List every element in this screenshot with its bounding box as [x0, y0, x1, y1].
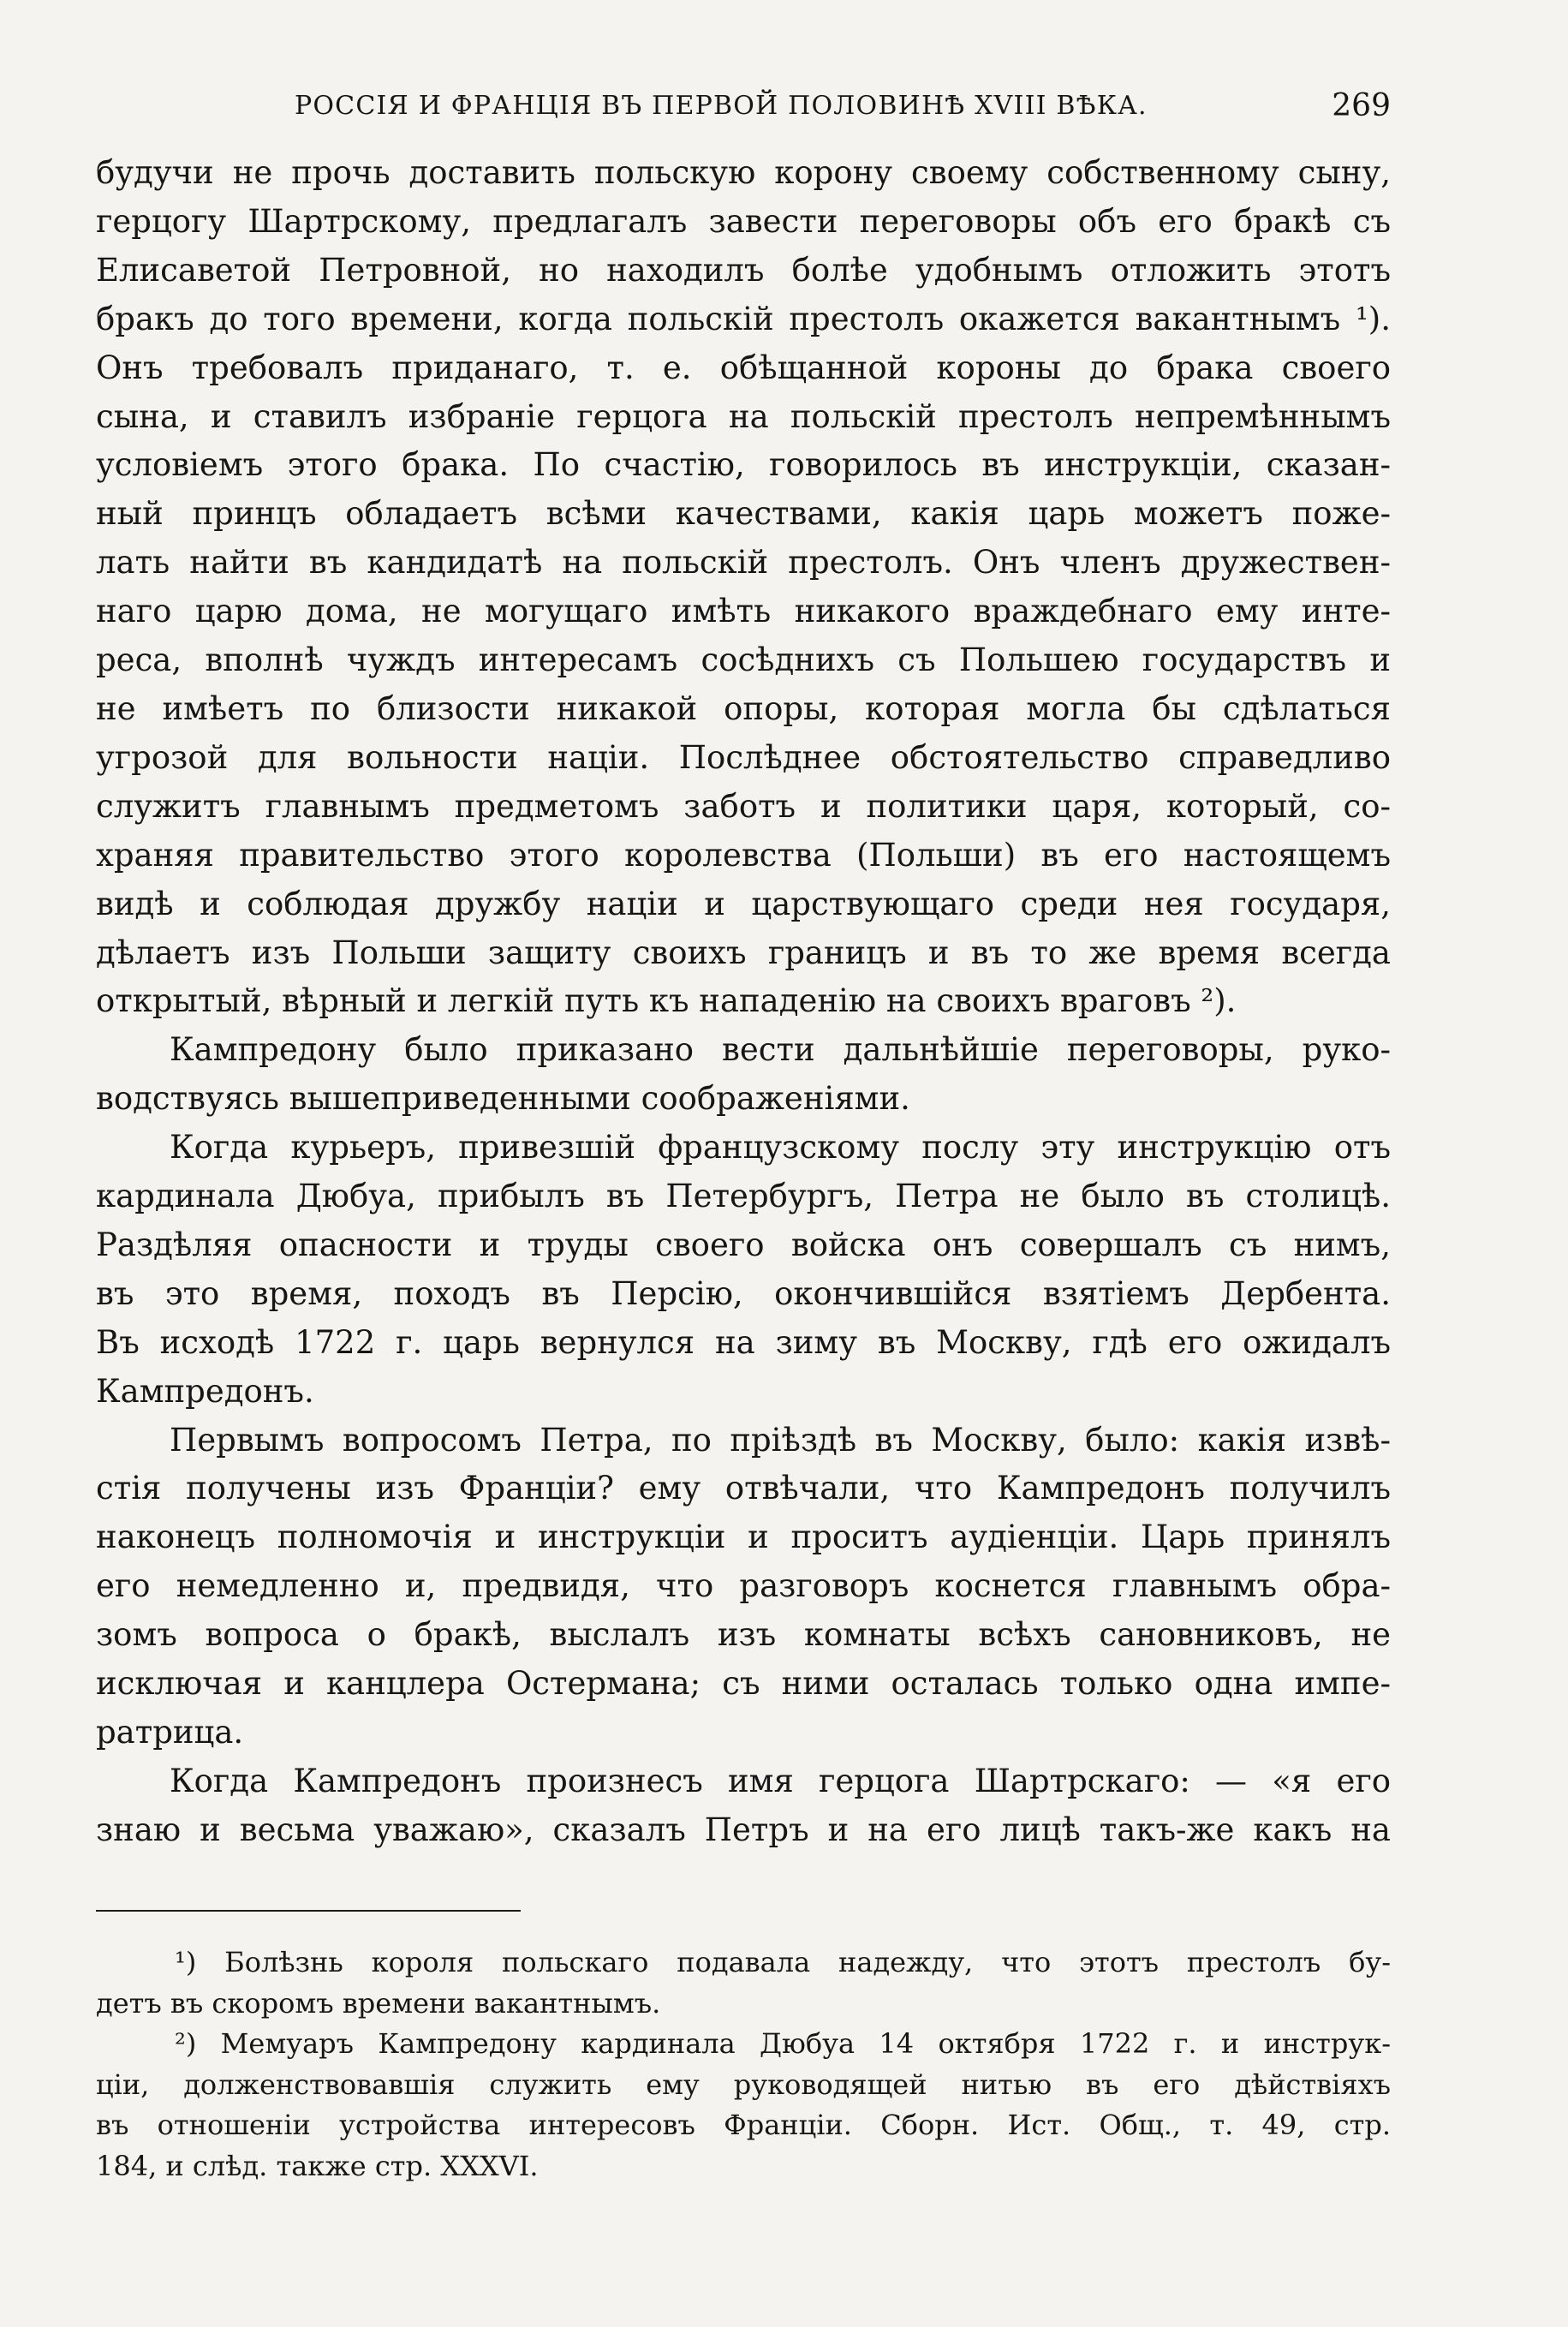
text-line: Кампредонъ. — [96, 1372, 314, 1410]
text-line: исключая и канцлера Остермана; съ ними осталась только одна импе- — [96, 1665, 1391, 1703]
text-line: не имѣетъ по близости никакой опоры, которая могла бы сдѣлаться — [96, 689, 1391, 727]
text-line: Когда Кампредонъ произнесъ имя герцога Шартрскаго: — «я его — [170, 1762, 1391, 1799]
text-line: въ это время, походъ въ Персію, окончившійся взятіемъ Дербента. — [96, 1274, 1391, 1312]
text-line: наконецъ полномочія и инструкціи и проситъ аудіенціи. Царь принялъ — [96, 1519, 1391, 1556]
text-line: Кампредону было приказано вести дальнѣйшіе переговоры, руко- — [170, 1031, 1391, 1069]
text-line: будучи не прочь доставить польскую корону своему собственному сыну, — [96, 154, 1391, 191]
text-line: видѣ и соблюдая дружбу націи и царствующаго среди нея государя, — [96, 885, 1391, 922]
text-line: реса, вполнѣ чуждъ интересамъ сосѣднихъ съ Польшею государствъ и — [96, 641, 1391, 679]
text-line: сына, и ставилъ избраніе герцога на польскій престолъ непремѣннымъ — [96, 397, 1391, 435]
text-line: Елисаветой Петровной, но находилъ болѣе удобнымъ отложить этотъ — [96, 251, 1391, 289]
text-line: Раздѣляя опасности и труды своего войска онъ совершалъ съ нимъ, — [96, 1226, 1391, 1263]
footnote-line: 184, и слѣд. также стр. XXXVI. — [96, 2149, 539, 2182]
text-line: знаю и весьма уважаю», сказалъ Петръ и на его лицѣ такъ-же какъ на — [96, 1811, 1391, 1848]
paragraph — [96, 1124, 1391, 1416]
paragraph — [96, 149, 1391, 1026]
footnote — [96, 2024, 1391, 2187]
footnote — [96, 1942, 1391, 2024]
footnote-line: ²) Мемуаръ Кампредону кардинала Дюбуа 14 октября 1722 г. и инструк- — [175, 2027, 1391, 2060]
footnotes — [96, 1942, 1391, 2187]
footnote-line: детъ въ скоромъ времени вакантнымъ. — [96, 1986, 661, 2020]
text-line: водствуясь вышеприведенными соображеніями. — [96, 1080, 910, 1118]
text-line: храняя правительство этого королевства (Польши) въ его настоящемъ — [96, 836, 1391, 874]
footnote-line: ¹) Болѣзнь короля польскаго подавала надежду, что этотъ престолъ бу- — [175, 1946, 1391, 1978]
text-line: служитъ главнымъ предметомъ заботъ и политики царя, который, со- — [96, 787, 1391, 825]
text-line: открытый, вѣрный и легкій путь къ нападенію на своихъ враговъ ²). — [96, 982, 1237, 1020]
text-line: ный принцъ обладаетъ всѣми качествами, какія царь можетъ поже- — [96, 495, 1391, 533]
text-line: бракъ до того времени, когда польскій престолъ окажется вакантнымъ ¹). — [96, 300, 1391, 337]
paragraph — [96, 1026, 1391, 1124]
text-line: лать найти въ кандидатѣ на польскій престолъ. Онъ членъ дружествен- — [96, 544, 1391, 582]
footnote-line: ціи, долженствовавшія служить ему руководящей нитью въ его дѣйствіяхъ — [96, 2067, 1391, 2101]
page-number: 269 — [1332, 88, 1391, 123]
text-line: Въ исходѣ 1722 г. царь вернулся на зиму въ Москву, гдѣ его ожидалъ — [96, 1323, 1391, 1361]
text-line: Онъ требовалъ приданаго, т. е. обѣщанной короны до брака своего — [96, 349, 1391, 386]
running-title: РОССІЯ И ФРАНЦІЯ ВЪ ПЕРВОЙ ПОЛОВИНѢ XVIII ВѢКА. — [295, 91, 1148, 121]
text-line: Первымъ вопросомъ Петра, по пріѣздѣ въ Москву, было: какія извѣ- — [170, 1421, 1391, 1459]
text-line: дѣлаетъ изъ Польши защиту своихъ границъ и въ то же время всегда — [96, 934, 1391, 971]
footnote-line: въ отношеніи устройства интересовъ Франціи. Сборн. Ист. Общ., т. 49, стр. — [96, 2109, 1391, 2141]
text-line: ратрица. — [96, 1714, 244, 1751]
paragraph — [96, 1417, 1391, 1757]
text-line: угрозой для вольности націи. Послѣднее обстоятельство справедливо — [96, 738, 1391, 776]
body-text — [96, 149, 1391, 1855]
text-line: условіемъ этого брака. По счастію, говорилось въ инструкціи, сказан- — [96, 446, 1391, 484]
text-line: наго царю дома, не могущаго имѣть никакого враждебнаго ему инте- — [96, 593, 1391, 630]
text-line: его немедленно и, предвидя, что разговоръ коснется главнымъ обра- — [96, 1567, 1391, 1605]
text-line: кардинала Дюбуа, прибылъ въ Петербургъ, Петра не было въ столицѣ. — [96, 1178, 1391, 1215]
text-line: стія получены изъ Франціи? ему отвѣчали, что Кампредонъ получилъ — [96, 1470, 1391, 1507]
footnote-divider — [96, 1910, 521, 1912]
text-line: герцогу Шартрскому, предлагалъ завести переговоры объ его бракѣ съ — [96, 202, 1391, 240]
text-line: зомъ вопроса о бракѣ, выслалъ изъ комнаты всѣхъ сановниковъ, не — [96, 1616, 1391, 1654]
paragraph — [96, 1757, 1391, 1855]
text-line: Когда курьеръ, привезшій французскому послу эту инструкцію отъ — [170, 1129, 1391, 1166]
page-header — [96, 86, 1391, 127]
